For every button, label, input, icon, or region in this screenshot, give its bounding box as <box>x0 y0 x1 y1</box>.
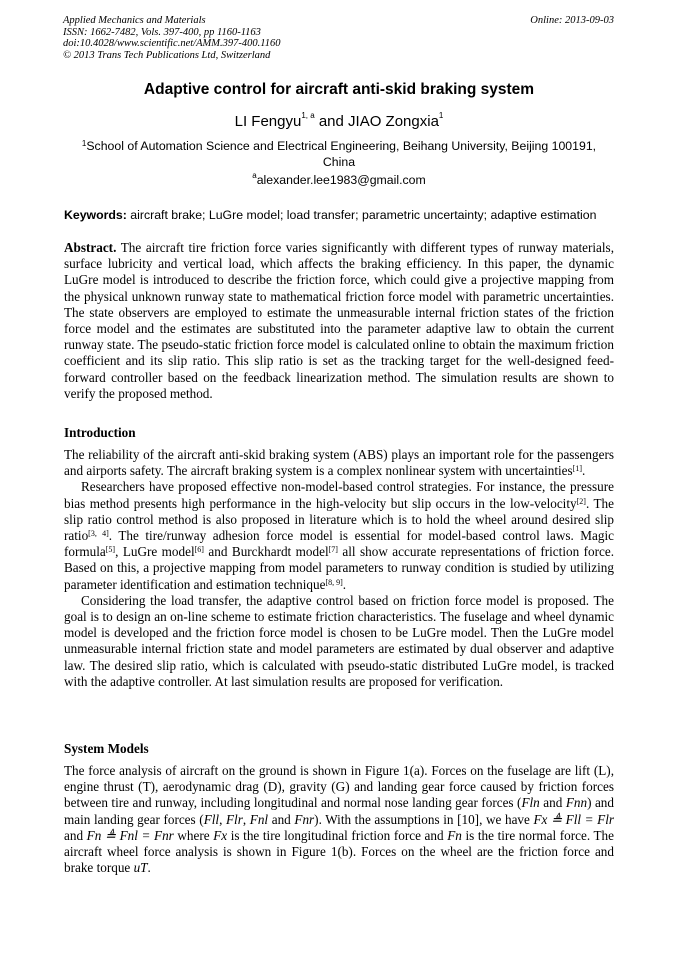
citation: [8, 9] <box>325 577 343 587</box>
affiliation-mark: 1 <box>81 139 87 148</box>
keywords-label: Keywords: <box>64 208 127 222</box>
symbol-fnl: Fnl <box>249 811 269 827</box>
citation: [6] <box>194 545 204 555</box>
intro-paragraph-2 <box>64 479 618 592</box>
sys-text: , <box>242 811 250 827</box>
symbol-fnr: Fnr <box>294 811 315 827</box>
author-1-affil: 1, a <box>301 111 315 120</box>
journal-copyright: © 2013 Trans Tech Publications Ltd, Switzerland <box>63 49 271 61</box>
intro-p2-end: . <box>342 576 347 592</box>
email-text: alexander.lee1983@gmail.com <box>256 173 426 187</box>
abstract <box>64 240 614 402</box>
citation: [5] <box>105 545 116 555</box>
intro-p1-text: The reliability of the aircraft anti-skid braking system (ABS) plays an important role for the passengers and airports safety. The aircraft braking system is a complex nonlinear system with uncertainties <box>64 447 614 479</box>
keywords-text: aircraft brake; LuGre model; load transfer; parametric uncertainty; adaptive estimation <box>126 208 597 222</box>
intro-p2-text: . The slip ratio control method is also proposed in literature which is to hold the wheel around desired slip ratio <box>64 495 614 544</box>
citation: [7] <box>328 545 338 555</box>
citation: [3, 4] <box>88 529 109 539</box>
sys-text: and <box>539 795 566 811</box>
abstract-label: Abstract. <box>64 240 117 255</box>
section-heading-system-models: System Models <box>64 741 149 756</box>
intro-p2-text: all show accurate representations of friction force. Based on this, a projective mapping from model parameters to runway condition is studied by utilizing parameter identification and estimation technique <box>64 544 618 592</box>
abstract-text: The aircraft tire friction force varies significantly with different types of runway materials, surface lubricity and vertical load, which affects the braking efficiency. In this paper, the dynamic LuGre model is introduced to describe the friction force, which could give a projective mapping from the physical unknown runway state to mathematical friction force model with parametric uncertainties. The state observers are employed to estimate the unmeasurable internal friction states of the friction force model and the estimates are substituted into the parameter adaptive law to obtain the current runway state. The pseudo-static friction force model is calculated online to obtain the maximum friction coefficient and its slip ratio. This slip ratio is set as the tracking target for the well-designed feed-forward controller based on the feedback linearization method. The simulation results are shown to verify the proposed method. <box>64 240 614 401</box>
sys-text: The force analysis of aircraft on the ground is shown in Figure 1(a). Forces on the fuselage are lift (L), engine thrust (T), aerodynamic drag (D), gravity (G) and landing gear force caused by friction forces between tire and runway, including longitudinal and normal nose landing gear forces ( <box>64 763 618 811</box>
intro-paragraph-3: Considering the load transfer, the adaptive control based on friction force model is proposed. The goal is to design an on-line scheme to estimate friction characteristics. The fuselage and wheel dynamic model is developed and the friction force model is chosen to be LuGre model. Then the LuGre model unmeasurable internal friction state and model parameters are estimated by dual observer and adaptive law. The desired slip ratio, which is calculated with pseudo-static distributed LuGre model, is tracked with the adaptive controller. At last simulation results are proposed for verification. <box>64 592 614 689</box>
sys-text: . <box>147 860 151 876</box>
symbol-flr: Flr <box>226 811 243 827</box>
system-models-body <box>64 763 618 876</box>
symbol-fll: Fll <box>203 811 220 827</box>
paper-title: Adaptive control for aircraft anti-skid braking system <box>143 81 535 98</box>
sys-text: and <box>64 811 618 843</box>
intro-paragraph-1 <box>64 447 614 479</box>
sys-text: , <box>219 811 226 827</box>
sys-text: and <box>268 811 295 827</box>
keywords <box>64 208 618 222</box>
section-heading-introduction: Introduction <box>64 425 136 440</box>
symbol-fln: Fln <box>521 795 540 811</box>
author-2: JIAO Zongxia <box>348 113 439 130</box>
author-1: LI Fengyu <box>234 113 302 130</box>
author-line <box>40 113 638 130</box>
journal-header <box>63 15 483 61</box>
intro-p2-text: and Burckhardt model <box>203 544 329 560</box>
sys-text: ). With the assumptions in [10], we have <box>314 811 534 827</box>
intro-p2-text: , LuGre model <box>115 544 195 560</box>
symbol-ut: uT <box>133 860 148 876</box>
sys-text: ) and main landing gear forces ( <box>64 795 618 827</box>
journal-name: Applied Mechanics and Materials <box>63 15 206 26</box>
sys-text: is the tire normal force. The aircraft wheel force analysis is shown in Figure 1(b). Forces on the wheel are the friction force and brake torque <box>64 827 618 876</box>
journal-issn: ISSN: 1662-7482, Vols. 397-400, pp 1160-1163 <box>63 26 261 38</box>
citation: [1] <box>572 464 582 474</box>
equation-fn: Fn ≜ Fnl = Fnr <box>86 827 174 843</box>
intro-p2-text: . The tire/runway adhesion force model is essential for model-based control laws. Magic formula <box>64 528 615 560</box>
equation-fx: Fx ≜ Fll = Flr <box>533 811 615 827</box>
introduction-body <box>64 447 618 690</box>
citation: [2] <box>576 496 586 506</box>
affiliation <box>72 138 606 170</box>
symbol-fnn: Fnn <box>565 795 588 811</box>
author-and: and <box>314 113 349 130</box>
sys-text: is the tire longitudinal friction force and <box>227 827 448 843</box>
intro-p1-end: . <box>582 463 586 479</box>
symbol-fx: Fx <box>213 827 228 843</box>
journal-doi: doi:10.4028/www.scientific.net/AMM.397-400.1160 <box>63 38 281 49</box>
symbol-fn: Fn <box>447 827 462 843</box>
system-models-paragraph-1 <box>64 763 618 876</box>
sys-text: where <box>173 827 214 843</box>
affiliation-text: School of Automation Science and Electrical Engineering, Beihang University, Beijing 100191, China <box>86 139 597 169</box>
intro-p2-text: Researchers have proposed effective non-model-based control strategies. For instance, the pressure bias method presents high performance in the high-velocity but slip occurs in the low-velocity <box>64 479 614 511</box>
author-2-affil: 1 <box>438 111 444 120</box>
online-date: Online: 2013-09-03 <box>530 15 614 26</box>
author-email <box>40 173 638 187</box>
email-mark: a <box>252 171 257 180</box>
